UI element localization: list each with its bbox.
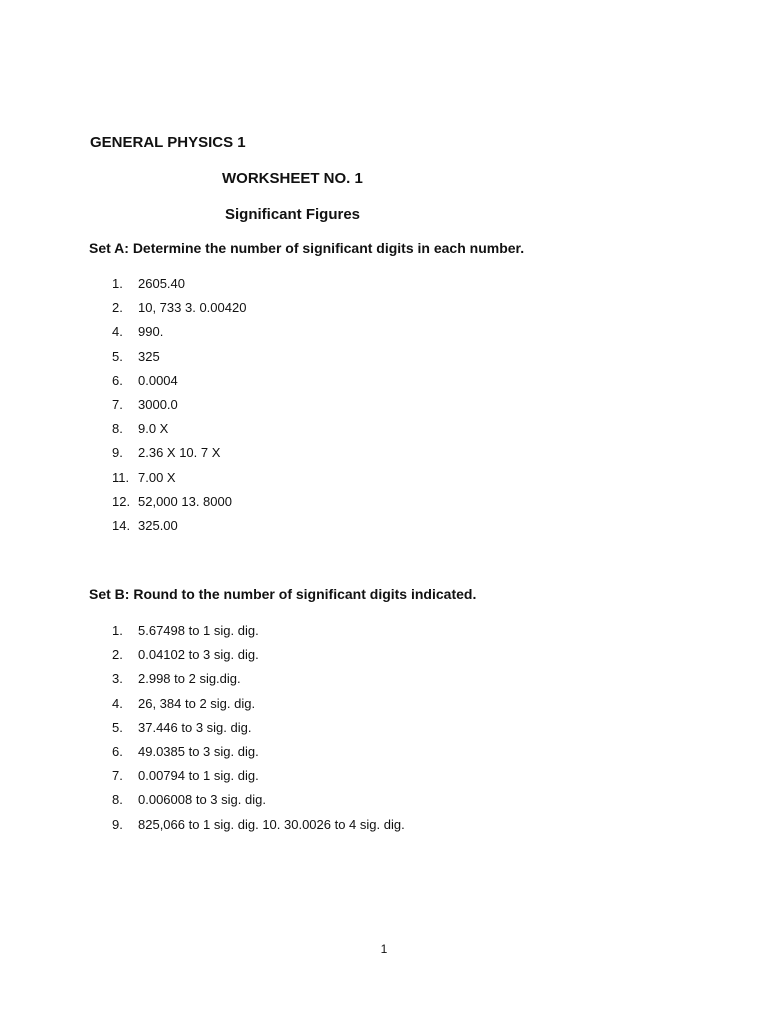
- item-text: 825,066 to 1 sig. dig. 10. 30.0026 to 4 sig. dig.: [138, 816, 405, 832]
- item-number: 2.: [112, 647, 123, 663]
- item-number: 1.: [112, 276, 123, 291]
- item-text: 52,000 13. 8000: [138, 493, 232, 509]
- item-text: 0.006008 to 3 sig. dig.: [138, 792, 266, 808]
- item-number: 5.: [112, 348, 123, 364]
- item-number: 6.: [112, 372, 123, 388]
- item-number: 12.: [112, 493, 131, 509]
- item-number: 5.: [112, 719, 123, 735]
- item-text: 37.446 to 3 sig. dig.: [138, 719, 252, 735]
- set-b-instruction: Set B: Round to the number of significant digits indicated.: [89, 586, 477, 602]
- item-text: 325: [138, 348, 160, 364]
- item-number: 14.: [112, 517, 131, 533]
- item-number: 8.: [112, 792, 123, 808]
- item-number: 8.: [112, 421, 123, 437]
- course-title: GENERAL PHYSICS 1: [90, 134, 246, 151]
- item-text: 2605.40: [138, 276, 185, 291]
- item-text: 5.67498 to 1 sig. dig.: [138, 623, 259, 638]
- item-number: 11.: [112, 469, 130, 485]
- item-number: 2.: [112, 300, 123, 316]
- page-number: 1: [380, 942, 388, 956]
- item-text: 10, 733 3. 0.00420: [138, 300, 247, 316]
- item-number: 1.: [112, 623, 123, 638]
- set-a-instruction: Set A: Determine the number of significant digits in each number.: [89, 240, 525, 256]
- item-text: 0.04102 to 3 sig. dig.: [138, 647, 259, 663]
- item-text: 0.0004: [138, 372, 178, 388]
- item-number: 4.: [112, 324, 123, 340]
- item-text: 26, 384 to 2 sig. dig.: [138, 695, 256, 711]
- topic-title: Significant Figures: [225, 206, 361, 223]
- item-number: 3.: [112, 671, 123, 687]
- worksheet-number: WORKSHEET NO. 1: [222, 170, 363, 187]
- item-number: 6.: [112, 743, 123, 759]
- item-text: 2.998 to 2 sig.dig.: [138, 671, 241, 687]
- item-number: 7.: [112, 768, 123, 784]
- item-text: 990.: [138, 324, 164, 340]
- item-text: 49.0385 to 3 sig. dig.: [138, 743, 259, 759]
- item-text: 3000.0: [138, 396, 178, 412]
- item-number: 9.: [112, 445, 123, 461]
- item-text: 325.00: [138, 517, 178, 533]
- item-text: 7.00 X: [138, 469, 176, 485]
- item-number: 4.: [112, 695, 123, 711]
- item-number: 7.: [112, 396, 123, 412]
- item-text: 0.00794 to 1 sig. dig.: [138, 768, 259, 784]
- item-text: 2.36 X 10. 7 X: [138, 445, 221, 461]
- item-text: 9.0 X: [138, 421, 169, 437]
- item-number: 9.: [112, 816, 123, 832]
